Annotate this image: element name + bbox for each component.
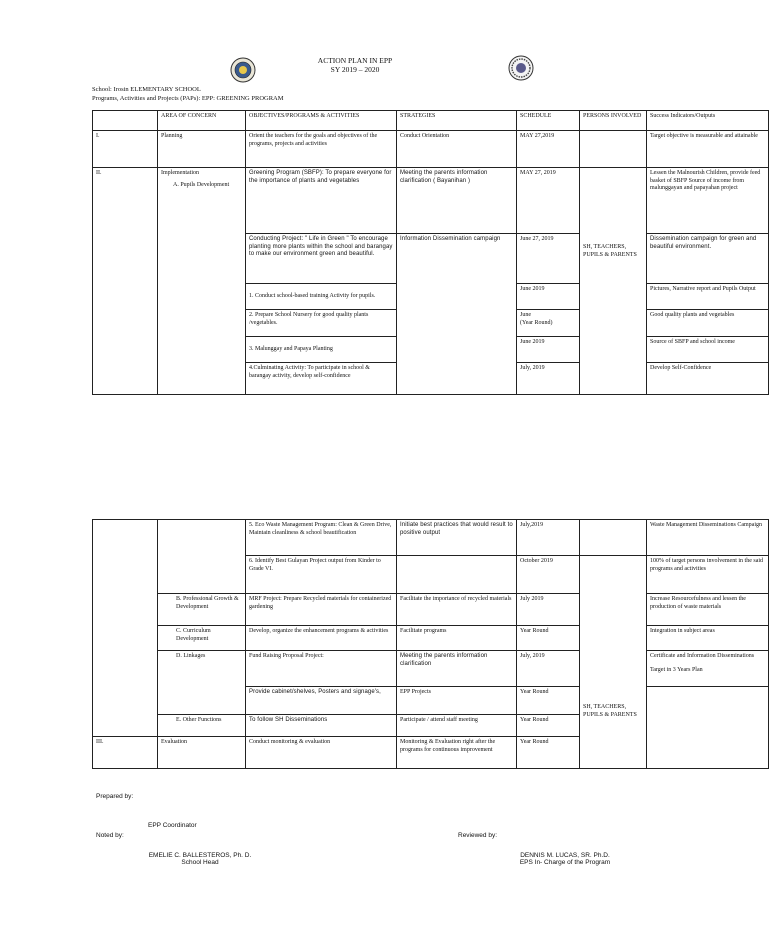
objective-cell: 2. Prepare School Nursery for good quality plants /vegetables. xyxy=(246,310,397,337)
strategy-cell: Facilitate programs xyxy=(397,626,517,651)
schedule-cell: MAY 27, 2019 xyxy=(517,168,580,234)
objective-cell: To follow SH Disseminations xyxy=(246,715,397,737)
reviewer-title: EPS In- Charge of the Program xyxy=(519,859,611,866)
schedule-cell: June 27, 2019 xyxy=(517,234,580,284)
objective-cell: Conduct monitoring & evaluation xyxy=(246,737,397,769)
objective-cell: MRF Project: Prepare Recycled materials for containerized gardening xyxy=(246,594,397,626)
schedule-cell: July, 2019 xyxy=(517,363,580,395)
schedule-cell: Year Round xyxy=(517,626,580,651)
schedule-cell: Year Round xyxy=(517,687,580,715)
objective-cell: 4.Culminating Activity: To participate in school & barangay activity, develop self-confidence xyxy=(246,363,397,395)
school-head-title: School Head xyxy=(181,859,219,866)
objective-cell: Develop, organize the enhancement programs & activities xyxy=(246,626,397,651)
table-row xyxy=(93,594,769,626)
action-plan-table-2 xyxy=(92,519,769,769)
objective-cell: Provide cabinet/shelves, Posters and signage's, xyxy=(246,687,397,715)
header-persons: PERSONS INVOLVED xyxy=(580,111,647,131)
prepared-by-label: Prepared by: xyxy=(96,793,134,800)
header-schedule: SCHEDULE xyxy=(517,111,580,131)
objective-cell: 6. Identify Best Gulayan Project output from Kinder to Grade VI. xyxy=(246,556,397,594)
schedule-cell: Year Round xyxy=(517,737,580,769)
objective-cell: Greening Program (SBFP): To prepare everyone for the importance of plants and vegetables xyxy=(246,168,397,234)
area-cell: C. Curriculum Development xyxy=(158,626,246,651)
reviewed-by-label: Reviewed by: xyxy=(458,832,498,839)
row-number: I. xyxy=(93,131,158,168)
schedule-cell: July, 2019 xyxy=(517,651,580,687)
area-cell: Evaluation xyxy=(158,737,246,769)
row-number: III. xyxy=(93,737,158,769)
header-objectives: OBJECTIVES/PROGRAMS & ACTIVITIES xyxy=(246,111,397,131)
school-head-name: EMELIE C. BALLESTEROS, Ph. D. xyxy=(148,852,252,859)
success-cell: Pictures, Narrative report and Pupils Output xyxy=(647,284,769,310)
objective-cell: 5. Eco Waste Management Program: Clean & Green Drive, Maintain cleanliness & school beautification xyxy=(246,520,397,556)
success-cell: Increase Resourcefulness and lessen the production of waste materials xyxy=(647,594,769,626)
success-cell: Develop Self-Confidence xyxy=(647,363,769,395)
title-line-2: SY 2019 – 2020 xyxy=(330,65,380,74)
noted-by-label: Noted by: xyxy=(96,832,124,839)
objective-cell: 3. Malunggay and Papaya Planting xyxy=(246,337,397,363)
title-line-1: ACTION PLAN IN EPP xyxy=(317,56,393,65)
strategy-cell: Conduct Orientation xyxy=(397,131,517,168)
schedule-cell: MAY 27,2019 xyxy=(517,131,580,168)
objective-cell: Orient the teachers for the goals and objectives of the programs, projects and activities xyxy=(246,131,397,168)
area-label: Implementation xyxy=(161,170,199,176)
success-cell: Certificate and Information Disseminations xyxy=(647,651,769,687)
area-cell: B. Professional Growth & Development xyxy=(158,594,246,626)
strategy-cell: Meeting the parents information clarification ( Bayanihan ) xyxy=(397,168,517,234)
strategy-cell: Information Dissemination campaign xyxy=(397,234,517,395)
sub-area-label: A. Pupils Development xyxy=(173,181,230,188)
persons-cell: SH, TEACHERS, PUPILS & PARENTS xyxy=(580,168,647,395)
schedule-cell: July,2019 xyxy=(517,520,580,556)
school-head-signature xyxy=(138,852,262,866)
document-title xyxy=(300,56,410,74)
success-cell: 100% of target persons involvement in the said programs and activities xyxy=(647,556,769,594)
coordinator-label: EPP Coordinator xyxy=(148,822,197,829)
objective-cell: Fund Raising Proposal Project: xyxy=(246,651,397,687)
strategy-cell: Facilitate the importance of recycled materials xyxy=(397,594,517,626)
success-cell: Waste Management Disseminations Campaign xyxy=(647,520,769,556)
table-header-row xyxy=(93,111,769,131)
schedule-cell: June 2019 xyxy=(517,284,580,310)
schedule-cell: October 2019 xyxy=(517,556,580,594)
success-cell: Good quality plants and vegetables xyxy=(647,310,769,337)
header-strategies: STRATEGIES xyxy=(397,111,517,131)
strategy-cell: Monitoring & Evaluation right after the programs for continuous improvement xyxy=(397,737,517,769)
success-cell: Integration in subject areas xyxy=(647,626,769,651)
table-row xyxy=(93,168,769,234)
area-cell: D. Linkages xyxy=(158,651,246,715)
area-cell xyxy=(158,168,246,395)
school-line: School: Irosin ELEMENTARY SCHOOL xyxy=(92,86,201,93)
table-row xyxy=(93,626,769,651)
table-row xyxy=(93,520,769,556)
schedule-cell: June (Year Round) xyxy=(517,310,580,337)
strategy-cell: Meeting the parents information clarification xyxy=(397,651,517,687)
persons-cell: SH, TEACHERS, PUPILS & PARENTS xyxy=(580,556,647,769)
area-cell: Planning xyxy=(158,131,246,168)
schedule-cell: Year Round xyxy=(517,715,580,737)
action-plan-table-1 xyxy=(92,110,769,395)
success-cell: Target objective is measurable and attainable xyxy=(647,131,769,168)
schedule-cell: July 2019 xyxy=(517,594,580,626)
program-line: Programs, Activities and Projects (PAPs): EPP: GREENING PROGRAM xyxy=(92,95,284,102)
success-cell: Dissemination campaign for green and beautiful environment. xyxy=(647,234,769,284)
school-seal-logo xyxy=(230,57,256,83)
strategy-cell: EPP Projects xyxy=(397,687,517,715)
success-cell: Target in 3 Years Plan xyxy=(647,687,769,769)
objective-cell: 1. Conduct school-based training Activity for pupils. xyxy=(246,284,397,310)
schedule-cell: June 2019 xyxy=(517,337,580,363)
school-info xyxy=(92,85,284,103)
row-number: II. xyxy=(93,168,158,395)
reviewer-name: DENNIS M. LUCAS, SR. Ph.D. xyxy=(520,852,610,859)
area-cell: E. Other Functions xyxy=(158,715,246,737)
strategy-cell: Initiate best practices that would result to positive output xyxy=(397,520,517,556)
table-row xyxy=(93,131,769,168)
header-success: Success Indicators/Outputs xyxy=(647,111,769,131)
deped-seal-logo xyxy=(508,55,534,81)
reviewer-signature xyxy=(505,852,625,866)
objective-cell: Conducting Project: " Life in Green " To encourage planting more plants within the school and barangay to make our environment green and beautiful. xyxy=(246,234,397,284)
success-cell: Source of SBFP and school income xyxy=(647,337,769,363)
success-cell: Lessen the Malnourish Children, provide feed basket of SBFP Source of income from malunggayan and papayahan project xyxy=(647,168,769,234)
strategy-cell: Participate / attend staff meeting xyxy=(397,715,517,737)
header-area: AREA OF CONCERN xyxy=(158,111,246,131)
